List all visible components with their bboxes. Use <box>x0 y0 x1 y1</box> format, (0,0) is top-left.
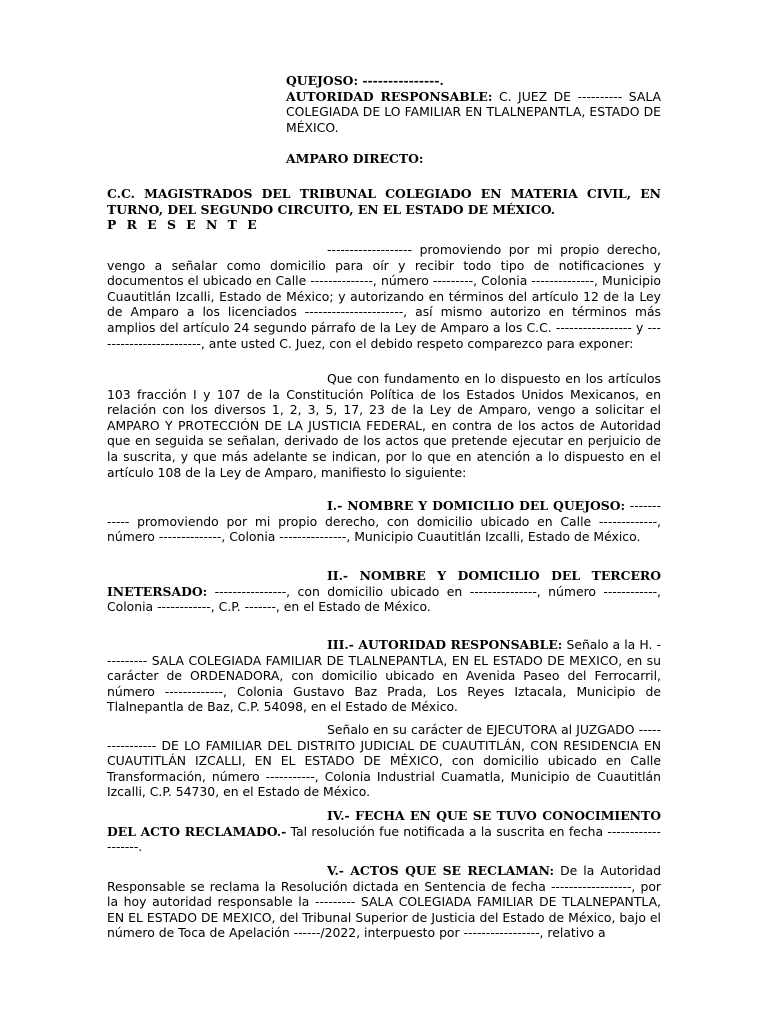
section-2-title: II.- NOMBRE Y DOMICILIO DEL TERCERO INETERSADO: <box>107 568 661 599</box>
autoridad-line <box>286 89 661 136</box>
foundation-paragraph: Que con fundamento en lo dispuesto en los artículos 103 fracción I y 107 de la Constitución Política de los Estados Unidos Mexicanos, en relación con los diversos 1, 2, 3, 5, 17, 23 de la Ley de Amparo, vengo a solicitar el AMPARO Y PROTECCIÓN DE LA JUSTICIA FEDERAL, en contra de los actos de Autoridad que en seguida se señalan, derivado de los actos que pretende ejecutar en perjuicio de la suscrita, y que más adelante se indican, por lo que en atención a lo dispuesto en el artículo 108 de la Ley de Amparo, manifiesto lo siguiente: <box>107 371 661 480</box>
autoridad-label: AUTORIDAD RESPONSABLE: <box>286 88 493 104</box>
section-5 <box>107 863 661 941</box>
section-2 <box>107 568 661 615</box>
quejoso-line <box>286 73 661 89</box>
quejoso-label: QUEJOSO: <box>286 73 359 88</box>
quejoso-value: ---------------. <box>358 73 444 88</box>
intro-paragraph: ------------------- promoviendo por mi propio derecho, vengo a señalar como domicilio para oír y recibir todo tipo de notificaciones y documentos el ubicado en Calle --------------, número ---------, Colonia --------------, Municipio Cuautitlán Izcalli, Estado de México; y autorizando en términos del artículo 12 de la Ley de Amparo a los licenciados ----------------------, así mismo autorizo en términos más amplios del artículo 24 segundo párrafo de la Ley de Amparo a los C.C. ----------------- y ------------------------, ante usted C. Juez, con el debido respeto comparezco para exponer: <box>107 242 661 351</box>
presente-line: P R E S E N T E <box>107 217 260 233</box>
section-1-text: ------------ promoviendo por mi propio derecho, con domicilio ubicado en Calle -------------, número --------------, Colonia ---------------, Municipio Cuautitlán Izcalli, Estado de México. <box>107 498 661 545</box>
section-4 <box>107 808 661 855</box>
section-3 <box>107 637 661 715</box>
case-header <box>286 73 661 167</box>
section-5-text: De la Autoridad Responsable se reclama la Resolución dictada en Sentencia de fecha ------------------, por la hoy autoridad responsable la --------- SALA COLEGIADA FAMILIAR DE TLALNEPANTLA, EN EL ESTADO DE MEXICO, del Tribunal Superior de Justicia del Estado de México, bajo el número de Toca de Apelación ------/2022, interpuesto por -----------------, relativo a <box>107 863 661 941</box>
autoridad-value: C. JUEZ DE ---------- SALA COLEGIADA DE LO FAMILIAR EN TLALNEPANTLA, ESTADO DE MÉXICO. <box>286 88 661 135</box>
section-2-text: ----------------, con domicilio ubicado en ---------------, número ------------, Colonia ------------, C.P. -------, en el Estado de México. <box>107 583 661 615</box>
addressee-line: C.C. MAGISTRADOS DEL TRIBUNAL COLEGIADO EN MATERIA CIVIL, EN TURNO, DEL SEGUNDO CIRCUITO, EN EL ESTADO DE MÉXICO. <box>107 186 661 217</box>
section-5-title: V.- ACTOS QUE SE RECLAMAN: <box>327 863 555 878</box>
section-3-text: Señalo a la H. ---------- SALA COLEGIADA FAMILIAR DE TLALNEPANTLA, EN EL ESTADO DE MEXICO, en su carácter de ORDENADORA, con domicilio ubicado en Avenida Paseo del Ferrocarril, número -------------, Colonia Gustavo Baz Prada, Los Reyes Iztacala, Municipio de Tlalnepantla de Baz, C.P. 54098, en el Estado de México. <box>107 637 661 715</box>
section-1 <box>107 498 661 545</box>
section-3-title: III.- AUTORIDAD RESPONSABLE: <box>327 637 563 652</box>
amparo-line <box>286 151 661 167</box>
amparo-label: AMPARO DIRECTO: <box>286 150 424 166</box>
section-3b: Señalo en su carácter de EJECUTORA al JUZGADO ---------------- DE LO FAMILIAR DEL DISTRITO JUDICIAL DE CUAUTITLÁN, CON RESIDENCIA EN CUAUTITLÁN IZCALLI, EN EL ESTADO DE MÉXICO, con domicilio ubicado en Calle Transformación, número -----------, Colonia Industrial Cuamatla, Municipio de Cuautitlán Izcalli, C.P. 54730, en el Estado de México. <box>107 722 661 800</box>
section-4-title: IV.- FECHA EN QUE SE TUVO CONOCIMIENTO DEL ACTO RECLAMADO.- <box>107 808 661 839</box>
section-1-title: I.- NOMBRE Y DOMICILIO DEL QUEJOSO: <box>327 498 626 513</box>
addressee <box>107 186 661 233</box>
section-4-text: Tal resolución fue notificada a la suscrita en fecha -------------------. <box>107 823 662 855</box>
